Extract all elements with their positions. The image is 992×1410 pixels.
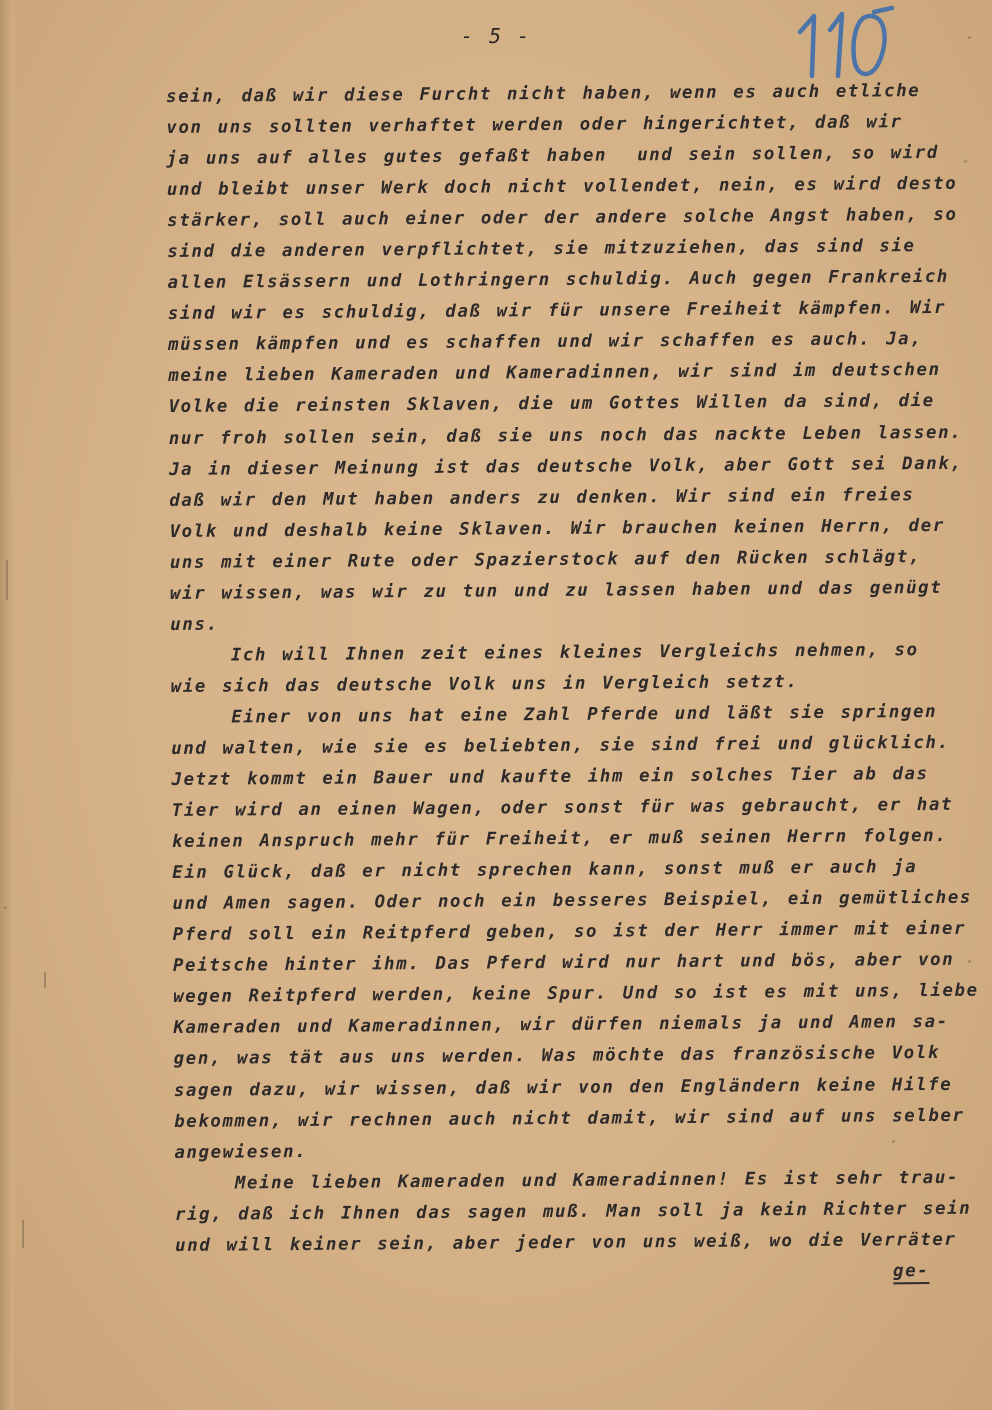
text-line: bekommen, wir rechnen auch nicht damit, wir sind auf uns selber [174,1105,965,1132]
archive-number-handwriting [792,2,902,88]
paper-speck [892,1140,895,1143]
paper-speck [968,36,971,39]
text-line: gen, was tät aus uns werden. Was möchte das französische Volk [173,1043,941,1070]
paper-speck [968,960,971,963]
text-line: und bleibt unser Werk doch nicht vollendet, nein, es wird desto [166,173,958,201]
text-line: stärker, soll auch einer oder der andere solche Angst haben, so [167,204,958,232]
text-line: rig, daß ich Ihnen das sagen muß. Man soll ja kein Richter sein [174,1198,972,1225]
text-line: Ein Glück, daß er nicht sprechen kann, sonst muß er auch ja [172,857,918,884]
text-line: nur froh sollen sein, daß sie uns noch das nackte Leben lassen. [168,422,963,449]
text-line: allen Elsässern und Lothringern schuldig. Auch gegen Frankreich [167,267,950,294]
binding-edge [0,0,14,1410]
text-line: Volke die reinsten Sklaven, die um Gottes Willen da sind, die [168,391,935,418]
text-line: Ja in dieser Meinung ist das deutsche Volk, aber Gott sei Dank, [168,453,963,480]
text-line: Peitsche hinter ihm. Das Pferd wird nur hart und bös, aber von [172,950,955,977]
text-line: sind die anderen verpflichtet, sie mitzuziehen, das sind sie [167,236,916,263]
text-line: Tier wird an einen Wagen, oder sonst für was gebraucht, er hat [171,794,954,822]
text-line: wir wissen, was wir zu tun und zu lassen haben und das genügt [169,577,943,604]
text-line: sind wir es schuldig, daß wir für unsere Freiheit kämpfen. Wir [167,298,947,325]
text-line: uns mit einer Rute oder Spazierstock auf den Rücken schlägt, [169,546,922,573]
text-line: Kameraden und Kameradinnen, wir dürfen niemals ja und Amen sa- [173,1012,949,1039]
paper-speck [4,906,7,909]
text-line: Meine lieben Kameraden und Kameradinnen! Es ist sehr trau- [174,1167,960,1194]
catchword-line [175,1255,975,1292]
typewritten-body [166,76,979,1293]
text-line: Jetzt kommt ein Bauer und kaufte ihm ein solches Tier ab das [171,764,929,791]
margin-mark [22,1220,24,1248]
text-line: angewiesen. [174,1141,308,1163]
margin-mark [6,560,8,600]
text-line: wegen Reitpferd werden, keine Spur. Und so ist es mit uns, liebe [173,981,979,1008]
archive-number-stamp [792,2,902,88]
text-line: Volk und deshalb keine Sklaven. Wir brauchen keinen Herrn, der [169,515,945,542]
text-line: und walten, wie sie es beliebten, sie sind frei und glücklich. [171,732,950,759]
text-line: Pferd soll ein Reitpferd geben, so ist der Herr immer mit einer [172,919,967,946]
text-line: sein, daß wir diese Furcht nicht haben, wenn es auch etliche [166,81,921,107]
text-line: meine lieben Kameraden und Kameradinnen, wir sind im deutschen [168,360,941,387]
margin-mark [44,972,46,988]
text-line: sagen dazu, wir wissen, daß wir von den Engländern keine Hilfe [173,1074,953,1101]
paper-speck [964,160,967,163]
text-line: daß wir den Mut haben anders zu denken. Wir sind ein freies [169,484,915,511]
text-line: wie sich das deutsche Volk uns in Vergleich setzt. [170,671,799,697]
text-line: und will keiner sein, aber jeder von uns weiß, wo die Verräter [175,1229,957,1256]
text-line: müssen kämpfen und es schaffen und wir schaffen es auch. Ja, [167,329,923,356]
catchword: ge- [893,1260,929,1284]
text-line: uns. [170,614,219,635]
text-line: keinen Anspruch mehr für Freiheit, er muß seinen Herrn folgen. [171,826,948,853]
text-line: von uns sollten verhaftet werden oder hingerichtet, daß wir [166,112,903,139]
text-line: Ich will Ihnen zeit eines kleines Vergleichs nehmen, so [170,639,919,666]
text-line: und Amen sagen. Oder noch ein besseres Beispiel, ein gemütliches [172,887,972,915]
page-number: - 5 - [460,24,532,48]
text-line: Einer von uns hat eine Zahl Pferde und läßt sie springen [170,701,938,728]
text-line: ja uns auf alles gutes gefaßt haben und sein sollen, so wird [166,143,939,170]
